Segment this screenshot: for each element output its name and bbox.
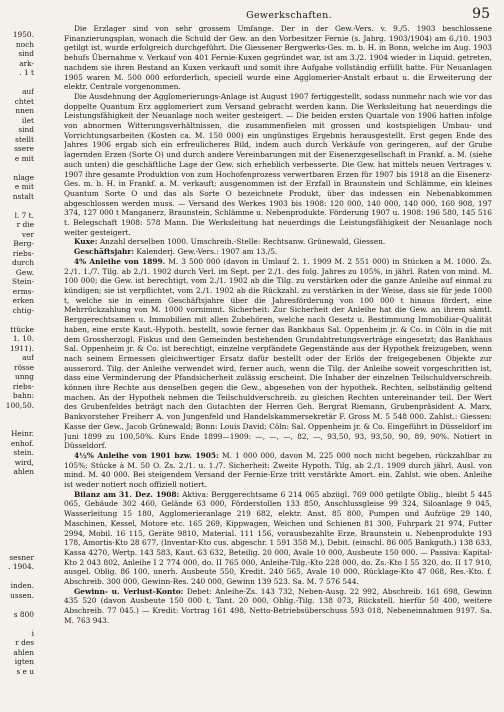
margin-fragment: ilet	[21, 115, 34, 125]
margin-fragment: Stein-	[11, 277, 34, 286]
margin-fragment: auf	[22, 353, 34, 362]
margin-fragment: Gew.	[15, 267, 34, 277]
margin-fragment: chtig-	[12, 305, 34, 315]
margin-fragment: sesner	[9, 552, 34, 562]
margin-fragment: erms-	[12, 286, 34, 296]
page-number: 95	[472, 6, 490, 22]
margin-fragment	[0, 420, 34, 430]
margin-fragment: i	[31, 628, 34, 638]
margin-fragment: enhof.	[10, 438, 34, 448]
margin-fragment	[0, 163, 34, 173]
loan-1901	[64, 451, 492, 490]
margin-fragment	[0, 201, 34, 211]
margin-fragment	[0, 315, 34, 325]
loan-1899-label: 4% Anleihe von 1899.	[74, 256, 166, 266]
margin-fragment: wird,	[14, 457, 34, 467]
margin-fragment: igten	[14, 657, 34, 666]
margin-fragment: sind	[18, 125, 34, 134]
margin-fragment: inden.	[10, 581, 34, 590]
margin-fragment: chtet	[14, 96, 34, 106]
margin-fragment: 100,50.	[5, 400, 34, 410]
loan-1901-text: M. 1 000 000, davon M. 225 000 noch nicht begeben, rückzahlbar zu 105%; Stücke à M. 50 O. Zs. 2./1. u. 1./7. Sicherheit: Zweite Hypoth. Tilg. ab 2./1. 1909 durch jährl. Ausl. von mind. M. 40 000. Bei steigendem Versand der Fernie-Erze tritt verstärkte Amort. ein. Zahlst. wie oben. Anleihe ist weder notiert noch offiziell notiert.	[64, 450, 492, 490]
margin-fragment: 1911).	[9, 343, 34, 353]
margin-fragment: r die	[16, 220, 34, 229]
page-body	[64, 24, 492, 708]
margin-fragment	[0, 505, 34, 515]
running-head: Gewerkschaften.	[246, 10, 332, 21]
margin-fragment	[0, 524, 34, 534]
margin-fragment: Berg-	[13, 239, 34, 248]
paragraph: Die Ausdehnung der Agglomerierungs-Anlage ist August 1907 fertiggestellt, sodass nunmehr nach wie vor das doppelte Quantum Erz agglomeriert zum Versand gebracht werden kann. Die Werksleitung hat neuerdings die Leistungsfähigkeit der Neuanlage noch weiter gesteigert. — Die beiden ersten Quartale von 1906 hatten infolge von abnormen Witterungsverhältnissen, die zusammenfielen mit grossen und kostspieligen Umbau- und Vorrichtungsarbeiten (Kosten ca. M. 150 000) ein ungünstiges Ergebnis herausgestellt. Erst gegen Ende des Jahres 1906 ergab sich ein erfreulicheres Bild, indem auch durch Verkäufe von geringeren, auf der Grube lagernden Erzen (Sorte O) und durch andere Vereinbarungen mit der Eisenerzgesellschaft in Frankf. a. M. (siehe auch unten) die geschäftliche Lage der Gew. sich erheblich verbesserte. Die Gew. hat mittels neuen Vertrages v. 1907 ihre gesamte Produktion von zum Hochofenprozess verwertbaren Erzen für 1907 bis 1918 an die Eisenerz-Ges. m. b. H. in Frankf. a. M. verkauft; ausgenommen ist der Erzfall in Braunstein und Schlämme, ein kleines Quantum Sorte O und das als Sorte O bezeichnete Produkt, über das indessen ein Nebenabkommen abgeschlossen werden muss. — Versand des Werkes 1903 bis 1908: 120 000, 140 000, 140 000, 160 908, 197 374, 127 000 t Manganerz, Braunstein, Schlämme u. Nebenprodukte. Förderung 1907 u. 1908: 196 580, 145 516 t. Belegschaft 1908: 578 Mann. Die Werksleitung hat neuerdings die Leistungsfähigkeit der Neuanlage noch weiter gesteigert.	[64, 91, 492, 237]
margin-fragment: durch	[12, 258, 34, 267]
margin-fragment: nlage	[13, 172, 34, 182]
gv-label: Gewinn- u. Verlust-Konto:	[74, 586, 184, 596]
margin-fragment: 1. 10.	[12, 334, 34, 343]
margin-fragment: s 800	[13, 609, 34, 619]
margin-fragment	[0, 486, 34, 496]
margin-fragment: rösse	[14, 362, 34, 372]
margin-fragment: riebs-	[12, 248, 34, 258]
kuxe-label: Kuxe:	[74, 237, 98, 247]
loan-1899-text: M. 3 500 000 (davon in Umlauf 2. 1. 1909 M. 2 551 000) in Stücken a M. 1000. Zs. 2./1. 1./7. Tilg. ab 2./1. 1902 durch Verl. im Sept. per 2./1. des folg. Jahres zu 105%, in jährl. Raten von mind. M. 100 000; die Gew. ist berechtigt, vom 2./1. 1902 ab die Tilg. zu verstärken oder die ganze Anleihe auf einmal zu kündigen; sie ist verpflichtet, vom 2./1. 1902 ab die Rückzahl. zu verstärken in der Weise, dass sie für jede 1000 t, welche sie in einem Geschäftsjahre über die Jahresförderung von 100 000 t hinaus fördert, eine Mehrrückzahlung von M. 1000 vornimmt. Sicherheit: Zur Sicherheit der Anleihe hat die Gew. an ihrem sämtl. Berggerechtsamen u. Immobilien mit allen Zubehören, welche nach Gesetz u. Bestimmung Immobiliar-Qualität haben, eine erste Kaut.-Hypoth. bestellt, sowie ferner das Bankhaus Sal. Oppenheim jr. & Co. in Cöln in die mit dem Grossherzogl. Fiskus und den Gemeinden bestehenden Grundabtretungsverträge eingesetzt; das Bankhaus Sal. Oppenheim jr. & Co. ist berechtigt, einzelne verpfändete Gegenstände aus der Hypothek freizugeben, wenn nach seinem Ermessen gleichwertiger Ersatz dafür bestellt oder der Erlös der freigegebenen Objekte zur ausserord. Tilg. der Anleihe verwendet wird, ferner auch, wenn die Tilg. der Anleihe soweit vorgeschritten ist, dass eine Verminderung der Pfandsicherheit zulässig erscheint. Die Inhaber der einzelnen Teilschuldverschreib. können ihre Rechte aus denselben gegen die Gew., abgesehen von der hypothek. Rechten, selbständig geltend machen. An der Hypothek nehmen die Teilschuldverschreib. zu gleichen Rechten untereinander teil. Der Wert des Grubenfeldes beträgt nach den Gutachten der Herren Geh. Bergrat Riemann, Grubenpräsident A. Marx, Bankvorsteher Freiherr A. von Jungenfeld und Handelskammersekretär F. Gross M. 5 548 000. Zahlst.: Giessen: Kasse der Gew., Jacob Grünewald; Bonn: Louis David; Cöln: Sal. Oppenheim jr. & Co. Eingeführt in Düsseldorf im Juni 1899 zu 100,50%. Kurs Ende 1899—1909: —, —, —, 82, —, 93,50, 93, 93,50, 90, 89, 90%. Notiert in Düsseldorf.	[64, 256, 492, 451]
bilanz-label: Bilanz am 31. Dez. 1908:	[74, 489, 180, 499]
margin-fragment: Heinr.	[10, 429, 34, 438]
margin-fragment: unng	[14, 372, 34, 381]
margin-fragment	[0, 410, 34, 420]
bilanz	[64, 490, 492, 587]
margin-fragment	[0, 572, 34, 582]
kuxe-line	[64, 237, 492, 247]
margin-fragment: sind	[18, 49, 34, 58]
gv-text: Debet: Anleihe-Zs. 143 732, Neben-Ausg. 22 992, Abschreib. 161 698, Gewinn 435 520 (davon Ausbeute 150 000 t, Tant. 20 000, Oblig.-Tilg. 138 073, Rückstell. hierfür 50 400, weitere Abschreib. 77 045.) — Kredit: Vortrag 161 498, Netto-Betriebsüberschuss 593 018, Nebeneinnahmen 9197. Sa. M. 763 943.	[64, 586, 492, 625]
geschaeftsjahr-label: Geschäftsjahr:	[74, 247, 135, 257]
page-header	[84, 6, 494, 24]
margin-fragment: e mit	[14, 182, 34, 191]
margin-fragment: ark-	[19, 58, 34, 68]
geschaeftsjahr-line	[64, 247, 492, 257]
margin-fragment: bahn:	[12, 391, 34, 400]
margin-fragment: r des	[15, 638, 34, 647]
loan-1901-label: 4½% Anleihe von 1901 bzw. 1905:	[74, 450, 219, 460]
margin-fragment: stellt	[15, 134, 34, 144]
margin-fragment: . 1904.	[8, 562, 34, 571]
margin-fragment	[0, 600, 34, 610]
kuxe-text: Anzahl derselben 1000. Umschreib.-Stelle: Rechtsanw. Grünewald, Giessen.	[97, 237, 386, 247]
margin-fragment: stein.	[13, 448, 34, 457]
margin-fragment: ussen.	[10, 590, 34, 600]
margin-fragment: ssere	[14, 144, 34, 153]
margin-fragment	[0, 78, 34, 88]
margin-fragment: nstalt	[12, 191, 34, 201]
margin-fragment	[0, 477, 34, 487]
margin-fragment	[0, 496, 34, 506]
paragraph: Die Erzlager sind von sehr grossem Umfange. Der in der Gew.-Vers. v. 9./5. 1903 beschlossene Finanzierungsplan, wonach die Schuld der Gew. an den Vorbesitzer Fernie (s. Jahrg. 1903/1904) am 6./10. 1903 getilgt ist, wurde erfolgreich durchgeführt. Die Giessener Bergwerks-Ges. m. b. H. in Bonn, welche im Aug. 1903 behufs Übernahme v. Verkauf von 401 Fernie-Kuxen gegründet war, ist am 3./2. 1904 wieder in Liquid. getreten, nachdem sie ihren Bestand an Kuxen verkauft und somit ihre Aufgabe vollständig erfüllt hatte. Für Neuanlagen 1905 waren M. 500 000 erforderlich, speciell wurde eine Agglomerier-Anstalt erbaut u. die Erweiterung der elektr. Centrale vorgenommen.	[64, 24, 492, 92]
margin-fragment: ttücke	[10, 324, 34, 334]
margin-fragment: erken	[12, 296, 34, 305]
margin-fragment: riebs-	[12, 381, 34, 391]
margin-fragment: ver	[21, 229, 34, 239]
margin-fragment: s e u	[16, 666, 34, 676]
margin-fragment: ahlen	[13, 467, 34, 476]
gewinn-verlust	[64, 587, 492, 626]
loan-1899	[64, 257, 492, 451]
margin-fragment	[0, 543, 34, 553]
margin-fragment	[0, 534, 34, 544]
margin-fragment: nnen	[15, 106, 34, 115]
margin-fragment: noch	[15, 39, 34, 49]
margin-fragment: . 1 t	[19, 68, 34, 77]
margin-fragment: e mit	[14, 153, 34, 163]
bilanz-text: Aktiva: Berggerechtsame 6 214 065 abzügl. 769 000 getilgte Oblig., bleibt 5 445 065, Gebäude 302 460, Gelände 63 000, Förderstollen 133 850, Anschlussgleise 99 324, Siloanlage 9 045, Wasserleitung 15 180, Agglomerieranlage 219 682, elektr. Anst. 85 800, Pumpen und Aufzüge 29 140, Maschinen, Kessel, Motore etc. 165 269, Kippwagen, Weichen und Schienen 81 300, Fuhrpark 21 974, Futter 2994, Mobil. 16 115, Geräte 9810, Material. 111 156, vorausbezahlte Erze, Braunstein u. Nebenprodukte 193 178, Amortis-Kto 28 677, (Inventar-Kto cus. abgeschr. 1 591 358 M.), Debit. (einschl. 86 005 Bankguth.) 138 633, Kassa 4270, Wertp. 143 583, Kaut. 63 632, Beteilig. 20 000, Avale 10 000, Ausbeute 150 000. — Passiva: Kapital-Kto 2 043 802, Anleihe I 2 774 000, do. II 765 000, Anleihe-Tilg.-Kto 228 000, do. Zs.-Kto I 55 320, do. II 17 910, ausgel. Oblig. 86 100, unerh. Ausbeute 550, Kredit. 240 565, Avale 10 000, Rücklage-Kto 47 068, Res.-Kto. f. Abschreib. 300 000, Gewinn-Res. 240 000, Gewinn 139 523. Sa. M. 7 576 544.	[64, 489, 492, 587]
left-margin-fragments	[0, 30, 34, 710]
margin-fragment: 1950.	[12, 30, 34, 39]
margin-fragment	[0, 619, 34, 629]
margin-fragment: auf	[22, 87, 34, 96]
geschaeftsjahr-text: Kalenderj. Gew.-Vers.: 1907 am 13./5.	[134, 247, 278, 257]
margin-fragment: ahlen	[13, 647, 34, 657]
margin-fragment: l. 7 t.	[14, 210, 34, 220]
margin-fragment	[0, 515, 34, 525]
